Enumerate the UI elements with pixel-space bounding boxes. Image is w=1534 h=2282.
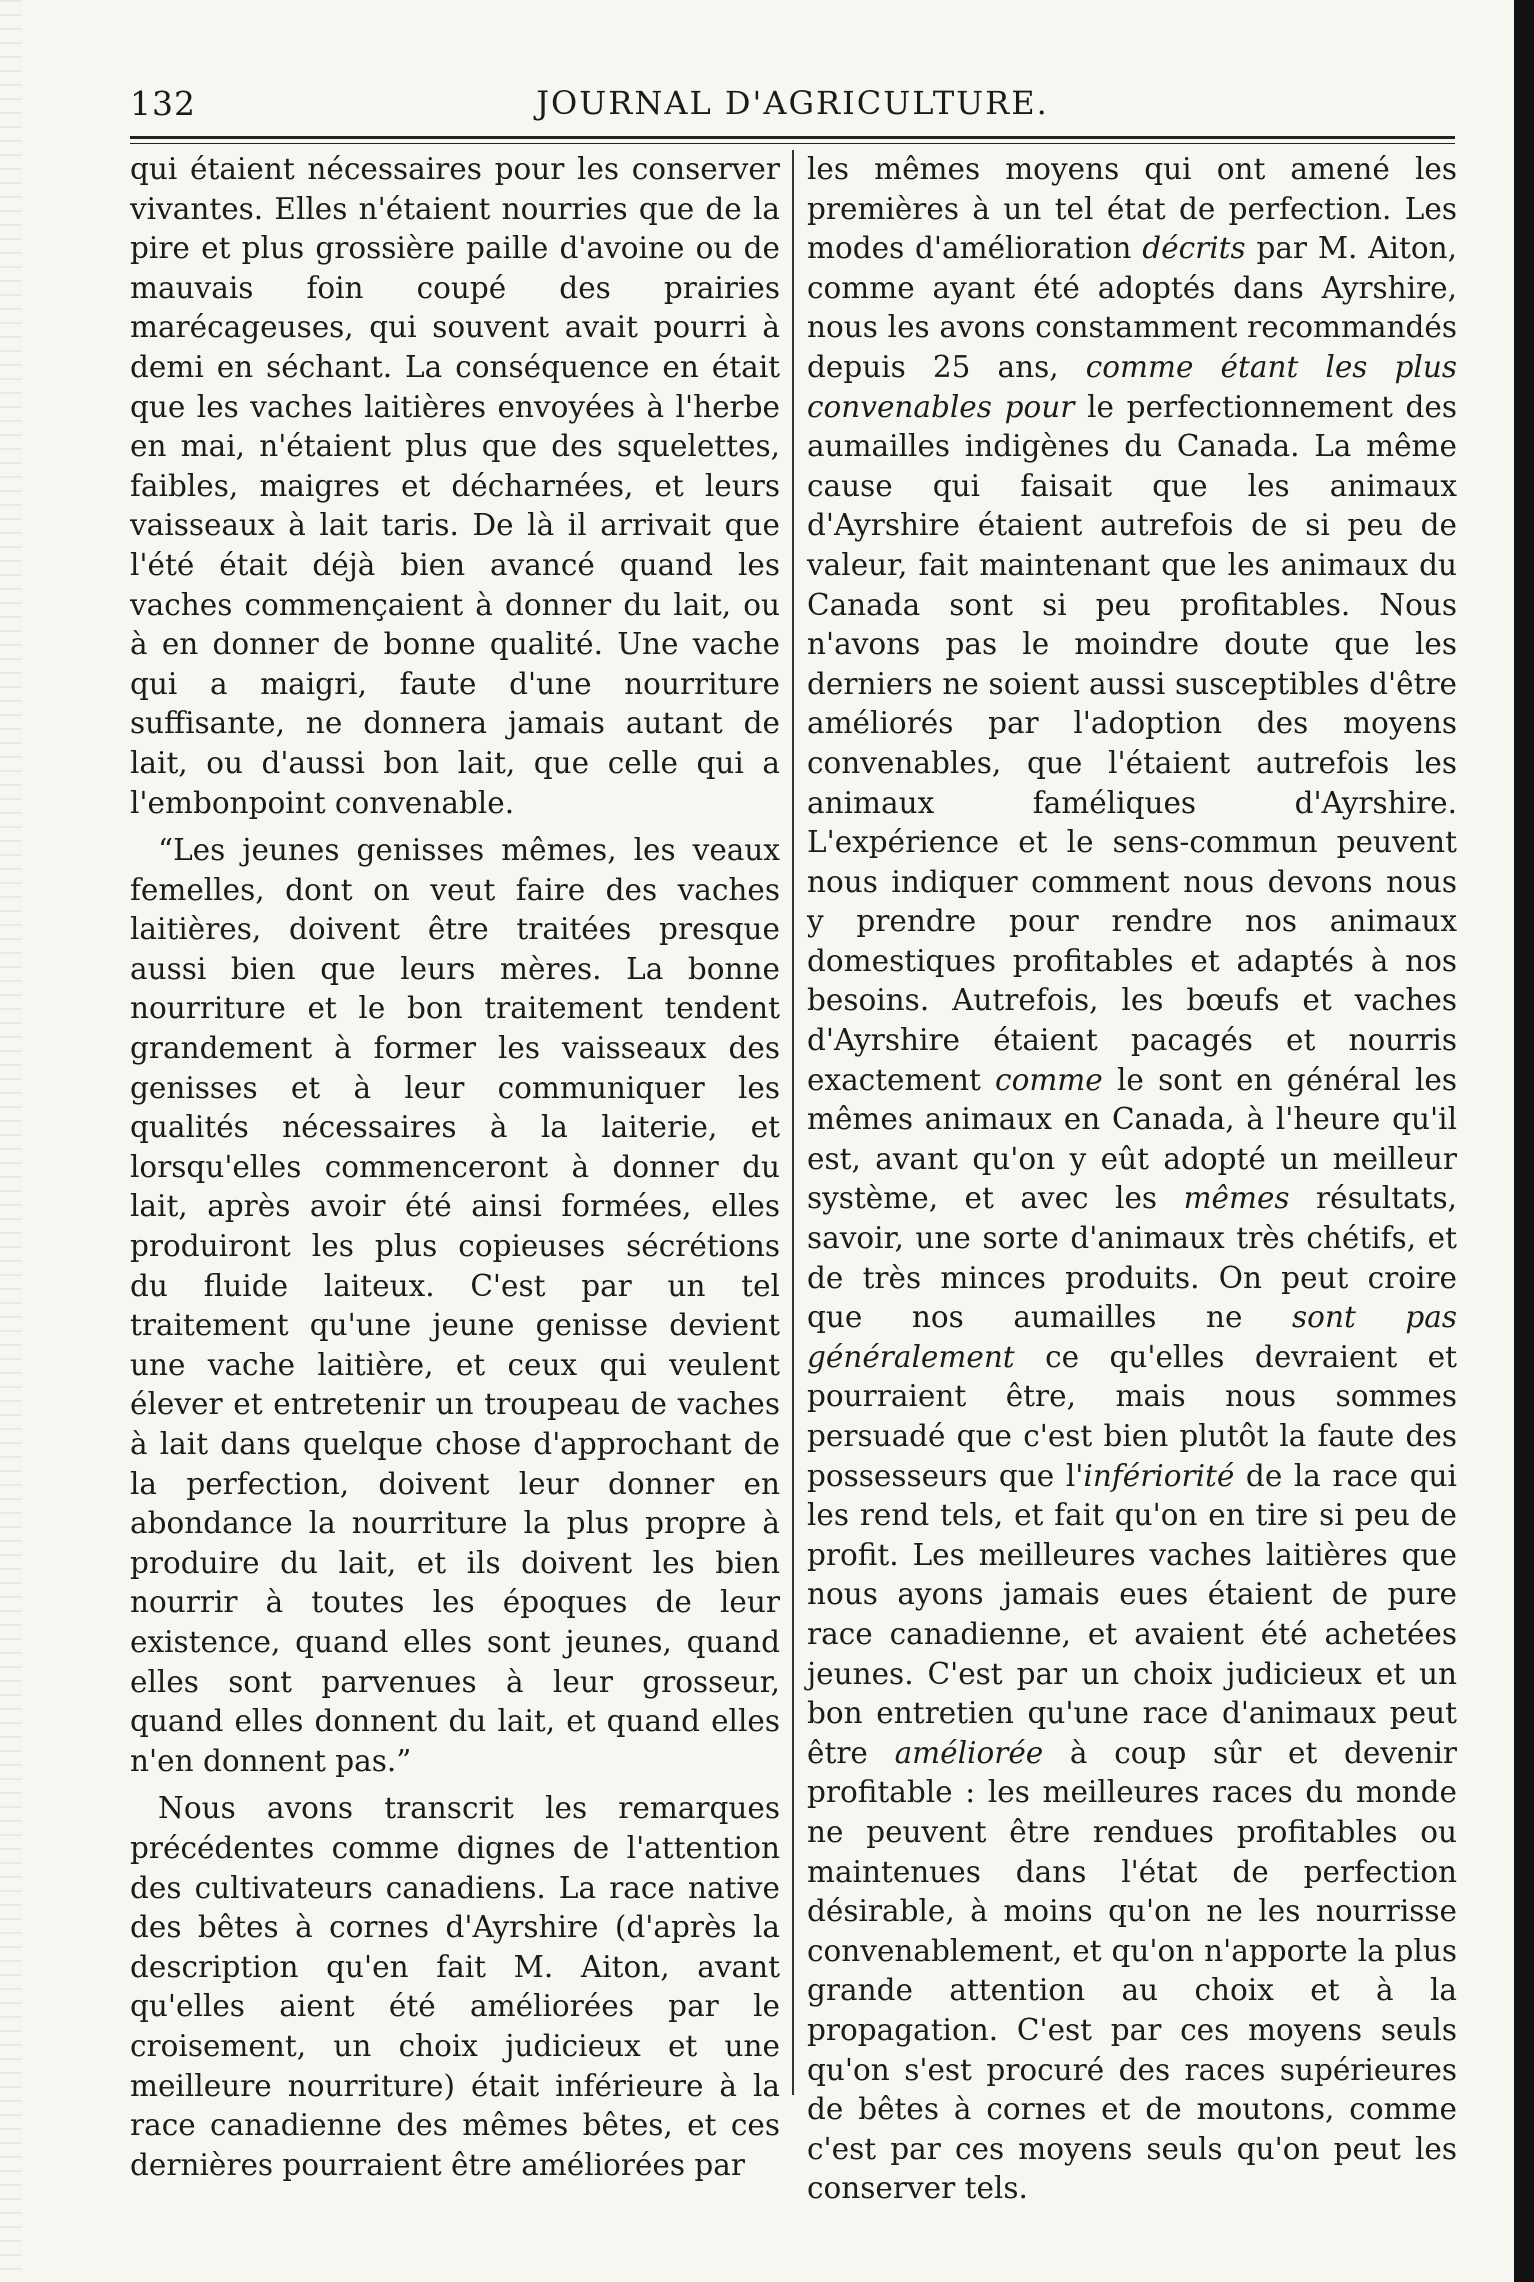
page-margin-speckle: [0, 0, 22, 2282]
text-run: de la race qui les rend tels, et fait qu'on en tire si peu de profit. Les meilleures vaches laitières que nous ayons jamais eues étaient de pure race canadienne, et avaient été achetées jeunes. C'est par un choix judicieux et un bon entretien qu'une race d'animaux peut être: [807, 1458, 1457, 1770]
page-header: [130, 84, 1455, 134]
running-title: JOURNAL D'AGRICULTURE.: [536, 84, 1049, 122]
italic-run: décrits: [1142, 231, 1246, 266]
italic-run: mêmes: [1183, 1181, 1290, 1216]
text-run: le perfectionnement des aumailles indigènes du Canada. La même cause qui faisait que les animaux d'Ayrshire étaient autrefois de si peu de valeur, fait maintenant que les animaux du Canada sont si peu profitables. Nous n'avons pas le moindre doute que les derniers ne soient aussi susceptibles d'être améliorés par l'adoption des moyens convenables, que l'étaient autrefois les animaux faméliques d'Ayrshire. L'expérience et le sens-commun peuvent nous indiquer comment nous devons nous y prendre pour rendre nos animaux domestiques profitables et adaptés à nos besoins. Autrefois, les bœufs et vaches d'Ayrshire étaient pacagés et nourris exactement: [807, 389, 1458, 1097]
paragraph: Nous avons transcrit les remarques précédentes comme dignes de l'attention des cultivateurs canadiens. La race native des bêtes à cornes d'Ayrshire (d'après la description qu'en fait M. Aiton, avant qu'elles aient été améliorées par le croisement, un choix judicieux et une meilleure nourriture) était inférieure à la race canadienne des mêmes bêtes, et ces dernières pourraient être améliorées par: [130, 1791, 780, 2182]
italic-run: infériorité: [1083, 1458, 1235, 1493]
scan-edge-shadow: [1514, 0, 1534, 2282]
italic-run: améliorée: [894, 1735, 1044, 1770]
page-number: 132: [130, 84, 196, 123]
right-column: [807, 150, 1457, 2217]
header-rule-thick: [130, 136, 1455, 139]
text-run: par M. Aiton, comme ayant été adoptés dans Ayrshire, nous les avons constamment recommandés depuis 25 ans,: [807, 231, 1457, 384]
text-run: le sont en général les mêmes animaux en Canada, à l'heure qu'il est, avant qu'on y eût adopté un meilleur système, et avec les: [807, 1062, 1457, 1216]
text-run: ce qu'elles devraient et pourraient être, mais nous sommes persuadé que c'est bien plutôt la faute des possesseurs que l': [807, 1339, 1457, 1493]
column-divider: [792, 150, 794, 2095]
quoted-paragraph: “Les jeunes genisses mêmes, les veaux femelles, dont on veut faire des vaches laitières, doivent être traitées presque aussi bien que leurs mères. La bonne nourriture et le bon traitement tendent grandement à former les vaisseaux des genisses et à leur communiquer les qualités nécessaires à la laiterie, et lorsqu'elles commenceront à donner du lait, après avoir été ainsi formées, elles produiront les plus copieuses sécrétions du fluide laiteux. C'est par un tel traitement qu'une jeune genisse devient une vache laitière, et ceux qui veulent élever et entretenir un troupeau de vaches à lait dans quelque chose d'approchant de la perfection, doivent leur donner en abondance la nourriture la plus propre à produire du lait, et ils doivent les bien nourrir à toutes les époques de leur existence, quand elles sont jeunes, quand elles sont parvenues à leur grosseur, quand elles donnent du lait, et quand elles n'en donnent pas.”: [130, 833, 780, 1778]
text-run: les mêmes moyens qui ont amené les premières à un tel état de perfection. Les modes d'amélioration: [807, 152, 1457, 266]
italic-run: comme étant les plus convenables pour: [807, 349, 1458, 424]
text-run: résultats, savoir, une sorte d'animaux très chétifs, et de très minces produits. On peut croire que nos aumailles ne: [807, 1181, 1458, 1335]
text-run: à coup sûr et devenir profitable : les meilleures races du monde ne peuvent être rendues profitables ou maintenues dans l'état de perfection désirable, à moins qu'on ne les nourrisse convenablement, et qu'on n'apporte la plus grande attention au choix et à la propagation. C'est par ces moyens seuls qu'on s'est procuré des races supérieures de bêtes à cornes et de moutons, comme c'est par ces moyens seuls qu'on peut les conserver tels.: [807, 1735, 1457, 2206]
paragraph: qui étaient nécessaires pour les conserver vivantes. Elles n'étaient nourries que de la pire et plus grossière paille d'avoine ou de mauvais foin coupé des prairies marécageuses, qui souvent avait pourri à demi en séchant. La conséquence en était que les vaches laitières envoyées à l'herbe en mai, n'étaient plus que des squelettes, faibles, maigres et décharnées, et leurs vaisseaux à lait taris. De là il arrivait que l'été était déjà bien avancé quand les vaches commençaient à donner du lait, ou à en donner de bonne qualité. Une vache qui a maigri, faute d'une nourriture suffisante, ne donnera jamais autant de lait, ou d'aussi bon lait, que celle qui a l'embonpoint convenable.: [130, 152, 780, 820]
italic-run: comme: [995, 1062, 1103, 1097]
left-column: [130, 150, 780, 2193]
italic-run: sont pas généralement: [807, 1300, 1457, 1374]
paragraph: [807, 150, 1457, 2209]
header-rule-thin: [130, 143, 1455, 144]
